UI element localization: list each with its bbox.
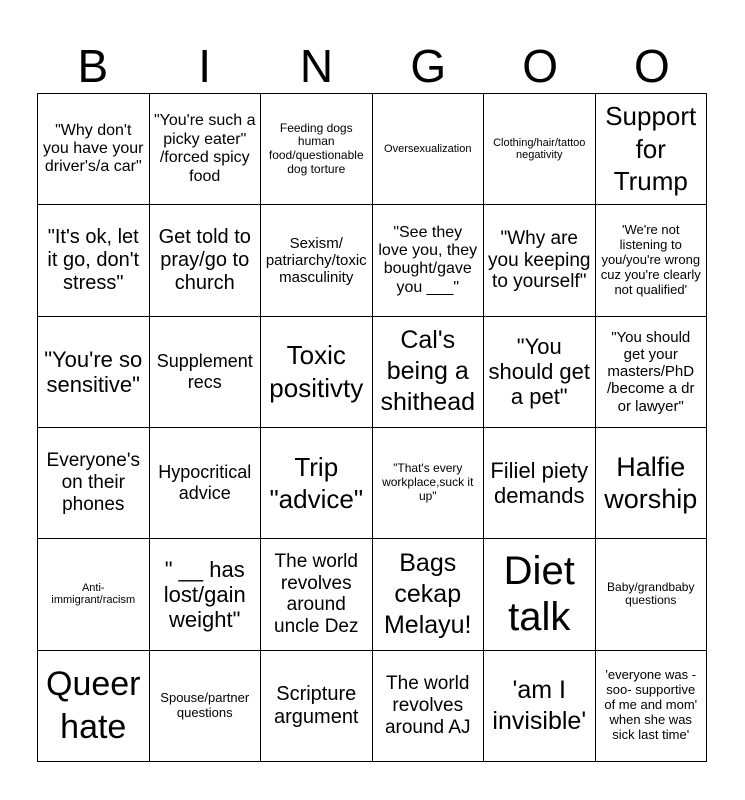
bingo-cell[interactable]: 'everyone was -soo- supportive of me and mom' when she was sick last time' bbox=[596, 651, 708, 762]
bingo-cell[interactable]: Anti-immigrant/racism bbox=[38, 539, 150, 650]
bingo-cell[interactable]: "Why are you keeping to yourself" bbox=[484, 205, 596, 316]
bingo-cell[interactable]: "You should get a pet" bbox=[484, 317, 596, 428]
bingo-cell[interactable]: Scripture argument bbox=[261, 651, 373, 762]
bingo-cell[interactable]: Sexism/ patriarchy/toxic masculinity bbox=[261, 205, 373, 316]
bingo-cell[interactable]: Spouse/partner questions bbox=[150, 651, 262, 762]
bingo-cell[interactable]: Support for Trump bbox=[596, 94, 708, 205]
bingo-cell[interactable]: "You're so sensitive" bbox=[38, 317, 150, 428]
bingo-cell[interactable]: Everyone's on their phones bbox=[38, 428, 150, 539]
bingo-header bbox=[37, 38, 708, 94]
bingo-cell[interactable]: Get told to pray/go to church bbox=[150, 205, 262, 316]
bingo-cell[interactable]: Supplement recs bbox=[150, 317, 262, 428]
bingo-grid bbox=[37, 93, 707, 762]
bingo-cell[interactable]: Bags cekap Melayu! bbox=[373, 539, 485, 650]
bingo-cell[interactable]: Feeding dogs human food/questionable dog torture bbox=[261, 94, 373, 205]
header-letter-g: G bbox=[410, 40, 447, 92]
bingo-cell[interactable]: "See they love you, they bought/gave you ___" bbox=[373, 205, 485, 316]
bingo-cell[interactable]: Cal's being a shithead bbox=[373, 317, 485, 428]
bingo-cell[interactable]: Trip "advice" bbox=[261, 428, 373, 539]
header-letter-o: O bbox=[522, 40, 558, 92]
bingo-cell[interactable]: "You're such a picky eater" /forced spicy food bbox=[150, 94, 262, 205]
header-letter-b: B bbox=[77, 40, 109, 92]
bingo-cell[interactable]: Baby/grandbaby questions bbox=[596, 539, 708, 650]
bingo-cell[interactable]: Halfie worship bbox=[596, 428, 708, 539]
bingo-cell[interactable]: "You should get your masters/PhD /become a dr or lawyer" bbox=[596, 317, 708, 428]
bingo-cell[interactable]: "That's every workplace,suck it up" bbox=[373, 428, 485, 539]
header-letter-i: I bbox=[198, 40, 212, 92]
bingo-cell[interactable]: Filiel piety demands bbox=[484, 428, 596, 539]
bingo-cell[interactable]: The world revolves around AJ bbox=[373, 651, 485, 762]
bingo-cell[interactable]: 'am I invisible' bbox=[484, 651, 596, 762]
bingo-cell[interactable]: Queer hate bbox=[38, 651, 150, 762]
bingo-cell[interactable]: Clothing/hair/tattoo negativity bbox=[484, 94, 596, 205]
bingo-cell[interactable]: 'We're not listening to you/you're wrong cuz you're clearly not qualified' bbox=[596, 205, 708, 316]
bingo-cell[interactable]: " __ has lost/gain weight" bbox=[150, 539, 262, 650]
bingo-cell[interactable]: The world revolves around uncle Dez bbox=[261, 539, 373, 650]
header-letter-n: N bbox=[299, 40, 334, 92]
bingo-cell[interactable]: "Why don't you have your driver's/a car" bbox=[38, 94, 150, 205]
header-letter-o-2: O bbox=[634, 40, 670, 92]
bingo-cell[interactable]: Diet talk bbox=[484, 539, 596, 650]
bingo-cell[interactable]: Hypocritical advice bbox=[150, 428, 262, 539]
bingo-cell[interactable]: Oversexualization bbox=[373, 94, 485, 205]
bingo-cell[interactable]: "It's ok, let it go, don't stress" bbox=[38, 205, 150, 316]
bingo-cell[interactable]: Toxic positivty bbox=[261, 317, 373, 428]
